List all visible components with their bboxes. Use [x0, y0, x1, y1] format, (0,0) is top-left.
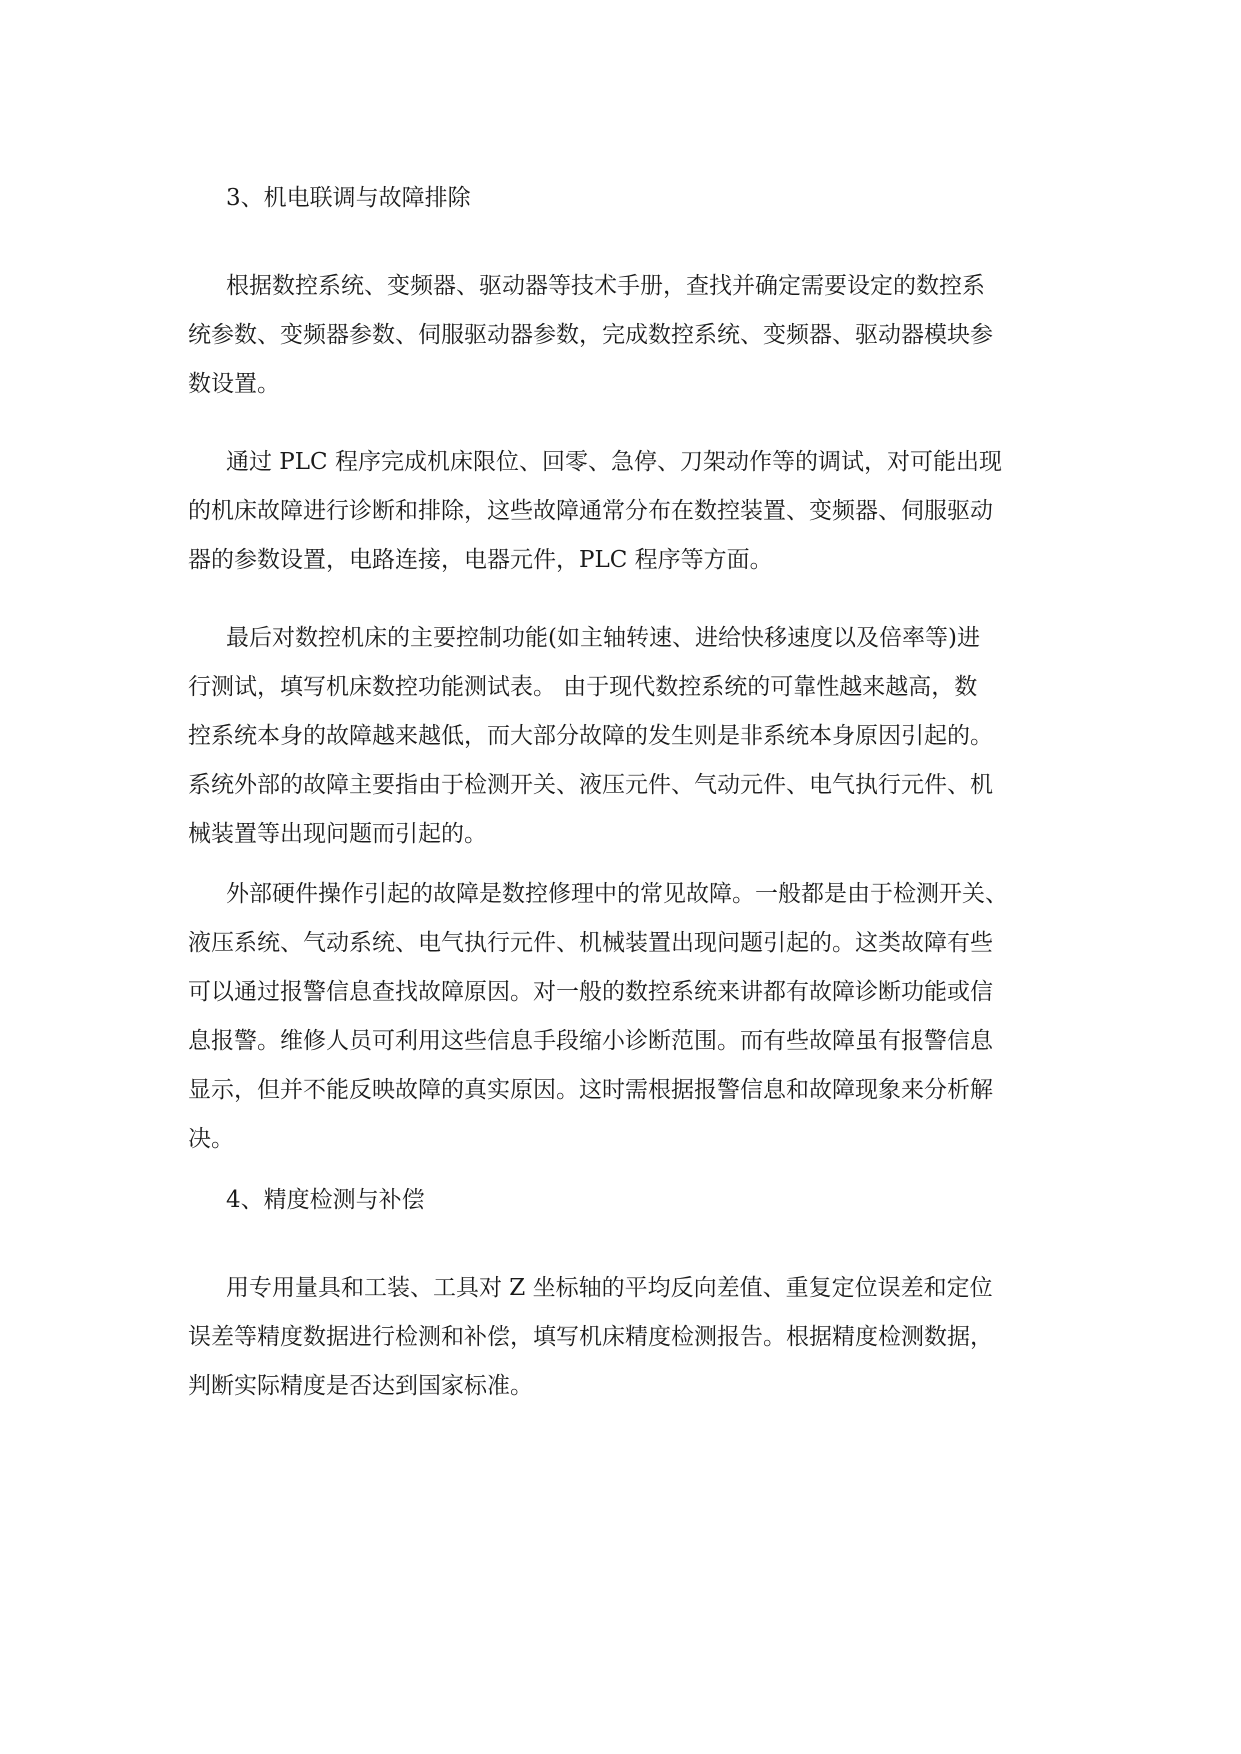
- section-4-heading: 4、精度检测与补偿: [226, 1187, 425, 1213]
- paragraph: [188, 870, 1058, 1164]
- paragraph-line: 用专用量具和工装、工具对 Z 坐标轴的平均反向差值、重复定位误差和定位: [226, 1275, 993, 1301]
- paragraph-line: 误差等精度数据进行检测和补偿，填写机床精度检测报告。根据精度检测数据，: [188, 1324, 993, 1350]
- paragraph: [188, 262, 1058, 409]
- paragraph-line: 行测试，填写机床数控功能测试表。 由于现代数控系统的可靠性越来越高，数: [188, 674, 978, 700]
- paragraph-line: 最后对数控机床的主要控制功能(如主轴转速、进给快移速度以及倍率等)进: [226, 625, 980, 651]
- paragraph-line: 械装置等出现问题而引起的。: [188, 821, 487, 847]
- section-heading: [188, 174, 1096, 223]
- section-heading: [188, 1176, 1096, 1225]
- paragraph-line: 液压系统、气动系统、电气执行元件、机械装置出现问题引起的。这类故障有些: [188, 930, 993, 956]
- paragraph-line: 外部硬件操作引起的故障是数控修理中的常见故障。一般都是由于检测开关、: [226, 881, 1008, 907]
- paragraph-line: 决。: [188, 1126, 234, 1152]
- paragraph-line: 判断实际精度是否达到国家标准。: [188, 1373, 533, 1399]
- paragraph-line: 器的参数设置，电路连接，电器元件，PLC 程序等方面。: [188, 547, 773, 573]
- section-3-heading: 3、机电联调与故障排除: [226, 185, 471, 211]
- paragraph-line: 显示，但并不能反映故障的真实原因。这时需根据报警信息和故障现象来分析解: [188, 1077, 993, 1103]
- paragraph-line: 可以通过报警信息查找故障原因。对一般的数控系统来讲都有故障诊断功能或信: [188, 979, 993, 1005]
- paragraph-line: 的机床故障进行诊断和排除，这些故障通常分布在数控装置、变频器、伺服驱动: [188, 498, 993, 524]
- paragraph-line: 统参数、变频器参数、伺服驱动器参数，完成数控系统、变频器、驱动器模块参: [188, 322, 993, 348]
- paragraph-line: 根据数控系统、变频器、驱动器等技术手册，查找并确定需要设定的数控系: [226, 273, 985, 299]
- paragraph: [188, 614, 1058, 859]
- paragraph-line: 通过 PLC 程序完成机床限位、回零、急停、刀架动作等的调试，对可能出现: [226, 449, 1002, 475]
- paragraph-line: 控系统本身的故障越来越低，而大部分故障的发生则是非系统本身原因引起的。: [188, 723, 993, 749]
- paragraph-line: 系统外部的故障主要指由于检测开关、液压元件、气动元件、电气执行元件、机: [188, 772, 993, 798]
- paragraph-line: 息报警。维修人员可利用这些信息手段缩小诊断范围。而有些故障虽有报警信息: [188, 1028, 993, 1054]
- paragraph-line: 数设置。: [188, 371, 280, 397]
- paragraph: [188, 438, 1058, 585]
- paragraph: [188, 1264, 1058, 1411]
